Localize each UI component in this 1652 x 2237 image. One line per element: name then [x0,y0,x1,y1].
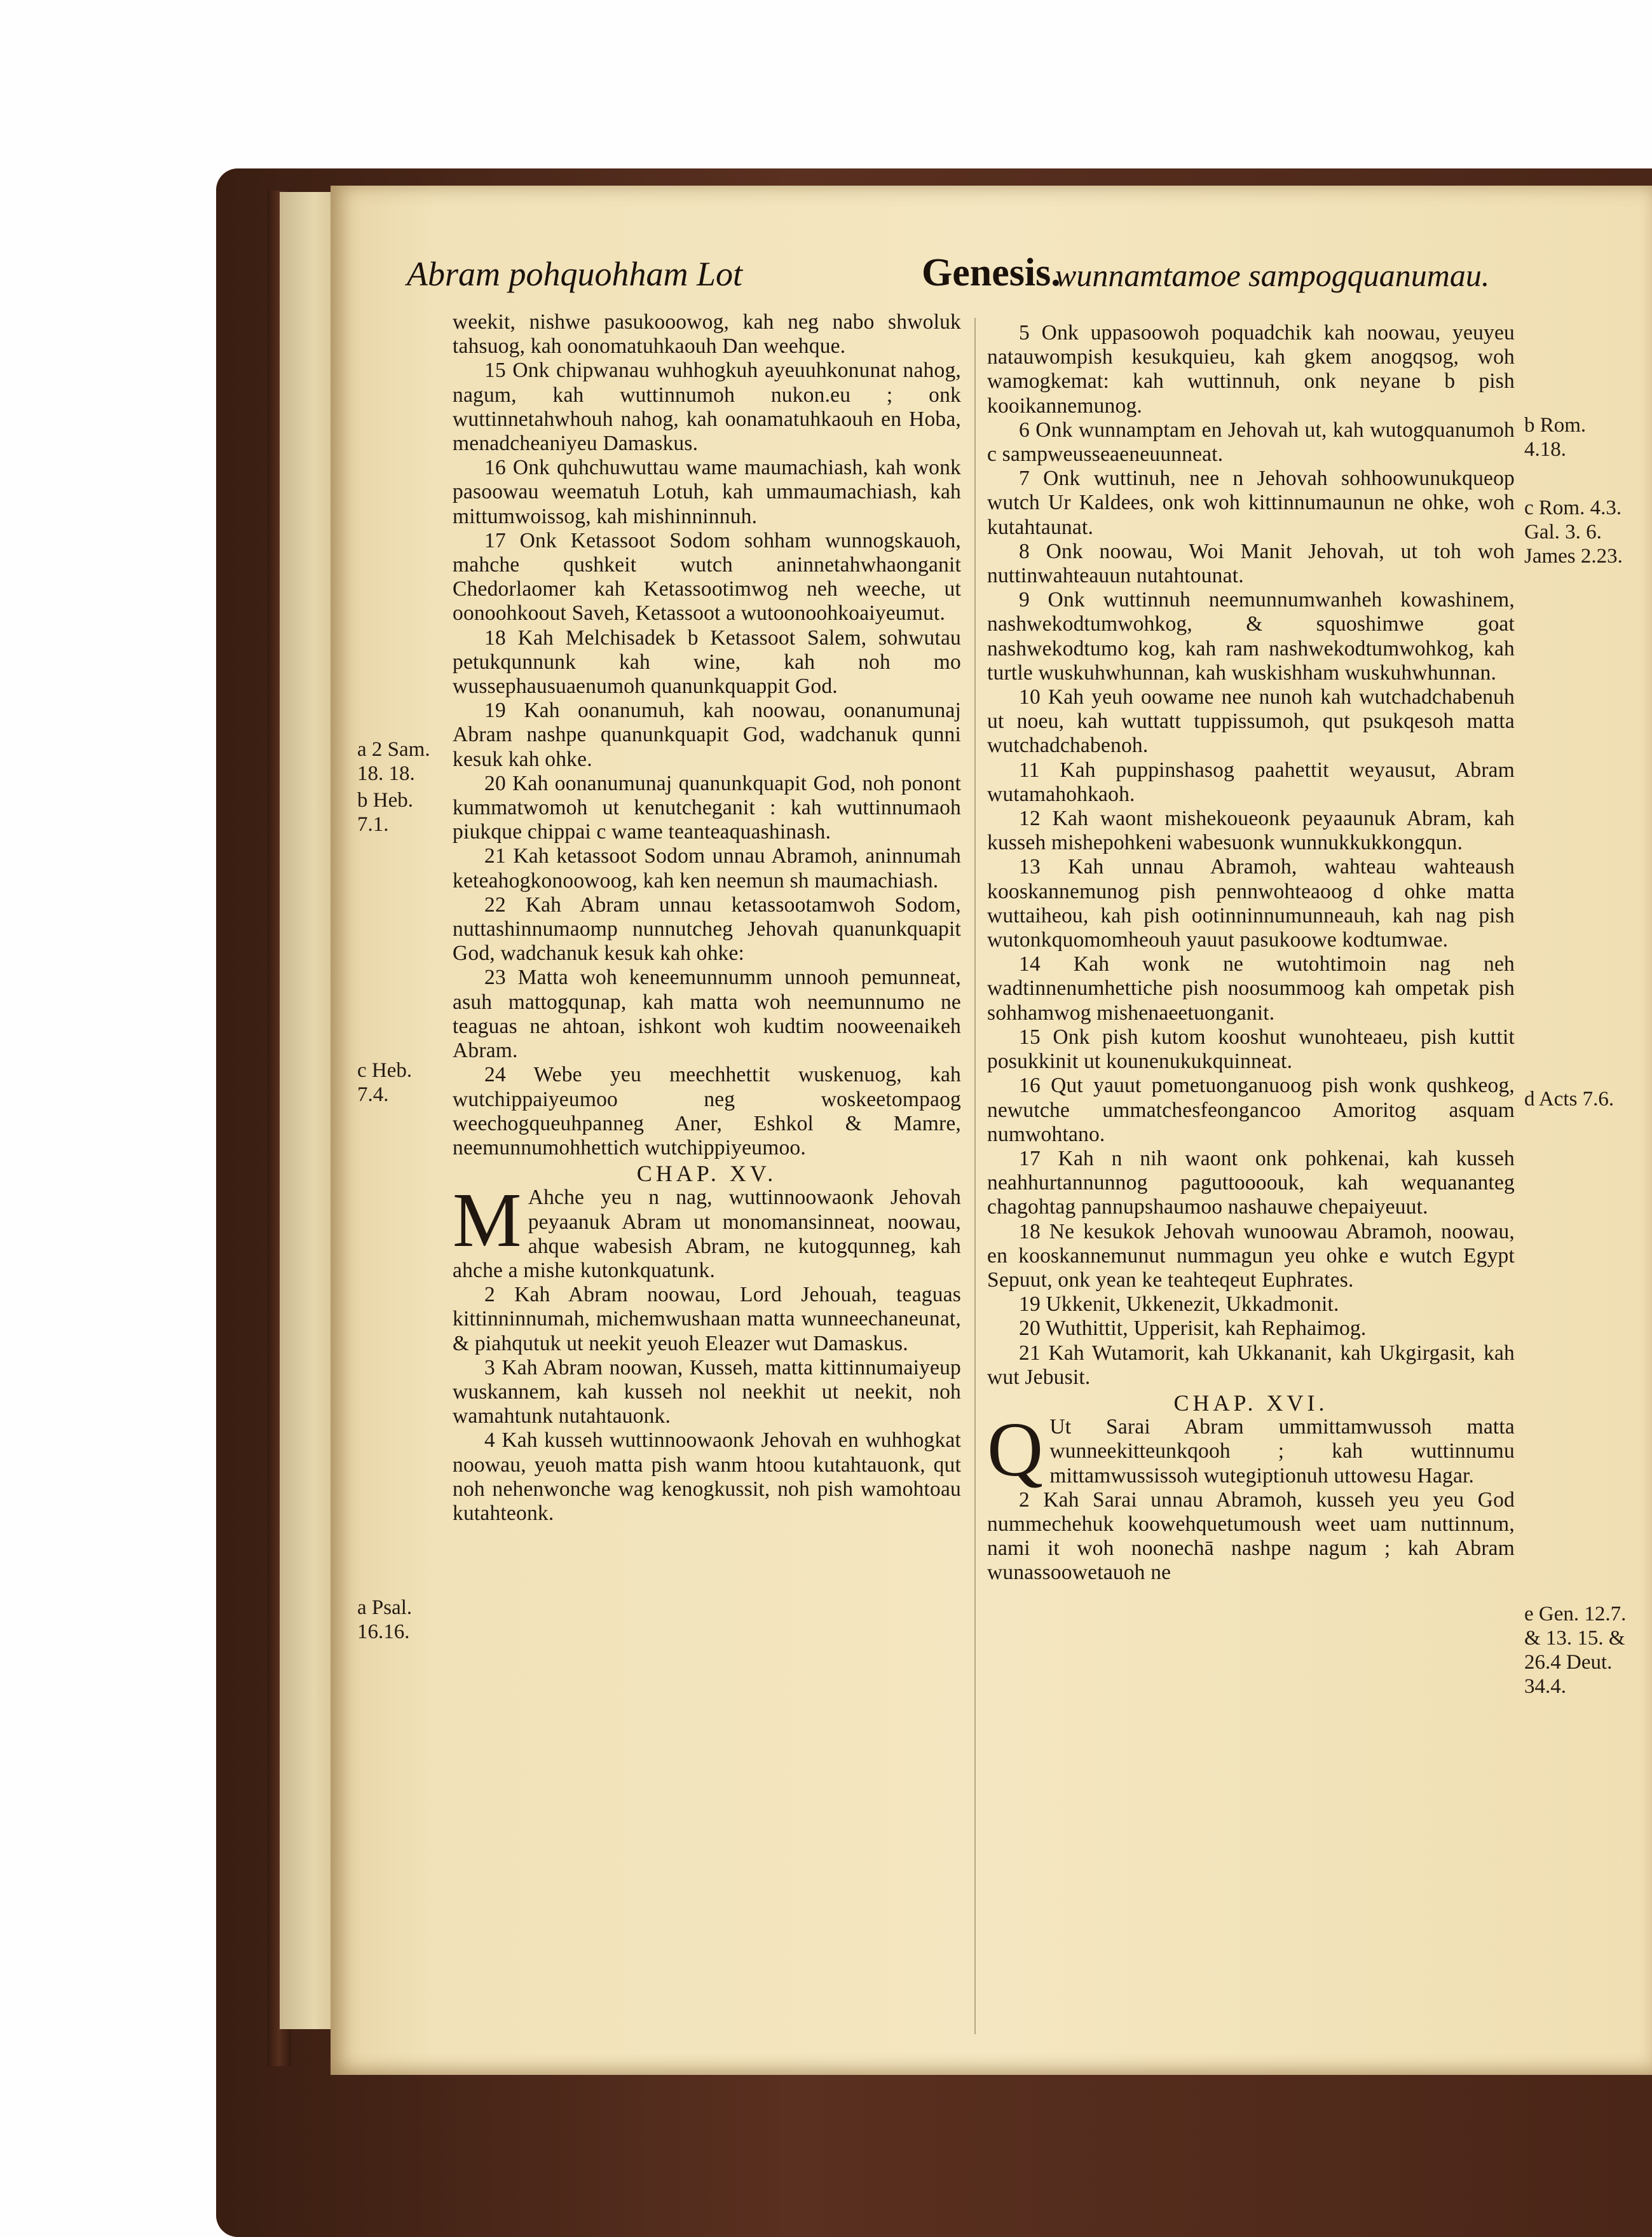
verse-paragraph: 15 Onk pish kutom kooshut wunohteaeu, pish kuttit posukkinit ut kounenukukquinneat. [987,1025,1515,1074]
margin-note: e Gen. 12.7. & 13. 15. & 26.4 Deut. 34.4. [1524,1603,1627,1698]
page-edge [280,192,337,2029]
verse-paragraph: 11 Kah puppinshasog paahettit weyausut, Abram wutamahohkaoh. [987,758,1515,806]
verse-paragraph: 16 Onk quhchuwuttau wame maumachiash, kah wonk pasoowau weematuh Lotuh, kah ummaumachiash, kah mittumwoissog, kah mishinninnuh. [453,456,961,528]
verse-paragraph: weekit, nishwe pasukooowog, kah neg nabo shwoluk tahsuog, kah oonomatuhkaouh Dan weehque. [453,310,961,359]
verse-paragraph: 14 Kah wonk ne wutohtimoin nag neh wadtinnenumhettiche pish noosummoog kah ompetak pish sohhamwog mishenaeetuonganit. [987,952,1515,1025]
margin-note: d Acts 7.6. [1524,1088,1614,1111]
drop-cap: Q [987,1407,1044,1493]
header-book-title: Genesis. [922,251,1061,294]
margin-note: b Heb. 7.1. [357,789,413,836]
chapter-heading: CHAP. XVI. [1173,1390,1328,1416]
verse-paragraph: 3 Kah Abram noowan, Kusseh, matta kittinnumaiyeup wuskannem, kah kusseh nol neekhit ut neekit, noh wamahtunk nutahtauonk. [453,1355,961,1428]
verse-text: Ahche yeu n nag, wuttinnoowaonk Jehovah peyaanuk Abram ut monomansinneat, noowau, ahque wabesish Abram, ne kutogqunneg, kah ahche a mishe kutonkquatunk. [453,1186,961,1282]
verse-paragraph [987,1407,1515,1493]
verse-paragraph: 5 Onk uppasoowoh poquadchik kah noowau, yeuyeu natauwompish kesukquieu, kah gkem anogqsog, woh wamogkemat: kah wuttinnuh, onk neyane b pish kooikannemunog. [987,321,1515,418]
margin-note: c Rom. 4.3. Gal. 3. 6. James 2.23. [1524,496,1623,568]
verse-paragraph: 18 Ne kesukok Jehovah wunoowau Abramoh, noowau, en kooskannemunut nummagun yeu ohke e wutch Egypt Sepuut, onk yean ke teahteqeut Euphrates. [987,1219,1515,1292]
margin-note: a Psal. 16.16. [357,1596,413,1643]
verse-paragraph: 20 Wuthittit, Upperisit, kah Rephaimog. [1019,1317,1367,1341]
verse-paragraph: 2 Kah Sarai unnau Abramoh, kusseh yeu yeu God nummechehuk koowehquetumoush weet uam nuttinnum, nami it woh noonechā nashpe nagum ; kah Abram wunassoowetauoh ne [987,1488,1515,1585]
verse-paragraph: 10 Kah yeuh oowame nee nunoh kah wutchadchabenuh ut noeu, kah wuttatt tuppissumoh, qut psukqesoh matta wutchadchabenoh. [987,685,1515,758]
margin-note: b Rom. 4.18. [1524,414,1587,461]
verse-paragraph: 17 Onk Ketassoot Sodom sohham wunnogskauoh, mahche qushkeit wutch aninnetahwhaonganit Chedorlaomer kah Ketassootimwog neh weeche, ut oonoohkoout Saveh, Ketassoot a wutoonoohkoaiyeumut. [453,528,961,626]
verse-paragraph: 20 Kah oonanumunaj quanunkquapit God, noh ponont kummatwomoh ut kenutcheganit : kah wuttinnumaoh piukque chippai c wame teanteaquashinash. [453,771,961,844]
column-divider [974,318,976,2034]
left-column [453,310,961,1526]
verse-paragraph: 22 Kah Abram unnau ketassootamwoh Sodom, nuttashinnumaomp nunnutcheg Jehovah quanunkquapit God, wadchanuk kesuk kah ohke: [453,893,961,966]
verse-paragraph: 24 Webe yeu meechhettit wuskenuog, kah wutchippaiyeumoo neg woskeetompaog weechogqueuhpanneg Aner, Eshkol & Mamre, neemunnumohhettich wutchippiyeumoo. [453,1063,961,1160]
verse-paragraph: 21 Kah Wutamorit, kah Ukkananit, kah Ukgirgasit, kah wut Jebusit. [987,1341,1515,1389]
chapter-heading: CHAP. XV. [636,1161,777,1187]
header-right: wunnamtamoe sampogquanumau. [1055,257,1490,293]
verse-paragraph: 17 Kah n nih waont onk pohkenai, kah kusseh neahhurtannunnog paguttoooouk, kah wequananteg chagohtag pannupshaumoo nashauwe chepaiyeuut. [987,1146,1515,1219]
verse-paragraph [453,1177,961,1283]
verse-paragraph: 16 Qut yauut pometuonganuoog pish wonk qushkeog, newutche ummatchesfeongancoo Amoritog asquam numwohtano. [987,1074,1515,1146]
drop-cap: M [453,1177,522,1264]
verse-paragraph: 7 Onk wuttinuh, nee n Jehovah sohhoowunukqueop wutch Ur Kaldees, onk woh kittinnumaunun ne ohke, woh kutahtaunat. [987,467,1515,539]
verse-paragraph: 19 Ukkenit, Ukkenezit, Ukkadmonit. [1019,1292,1339,1317]
verse-paragraph: 12 Kah waont mishekoueonk peyaaunuk Abram, kah kusseh mishepohkeni wabesuonk wunnukkukkongqun. [987,807,1515,855]
verse-paragraph: 23 Matta woh keneemunnumm unnooh pemunneat, asuh mattogqunap, kah matta woh neemunnumo ne teaguas ne ahtoan, ishkont woh kudtim nooweenaikeh Abram. [453,966,961,1063]
verse-paragraph: 9 Onk wuttinnuh neemunnumwanheh kowashinem, nashwekodtumwohkog, & squoshimwe goat nashwekodtumo kog, kah ram nashwekodtumwohkog, kah turtle wuskuhwhunnan, kah wuskishham wuskuhwhunnan. [987,588,1515,685]
verse-paragraph: 6 Onk wunnamptam en Jehovah ut, kah wutogquanumoh c sampweusseaeneuunneat. [987,418,1515,467]
header-left: Abram pohquohham Lot [407,255,743,293]
verse-paragraph: 4 Kah kusseh wuttinnoowaonk Jehovah en wuhhogkat noowau, yeuoh matta pish wanm htoou kutahtauonk, qut noh nehenwonche wag kenogkussit, noh pish wamohtoau kutahteonk. [453,1428,961,1525]
verse-paragraph: 13 Kah unnau Abramoh, wahteau wahteaush kooskannemunog pish pennwohteaoog d ohke matta wuttaiheou, kah pish ootinninnumunneauh, kah nag pish wutonkquomomheouh yauut pasukoowe kodtumwae. [987,855,1515,952]
verse-paragraph: 19 Kah oonanumuh, kah noowau, oonanumunaj Abram nashpe quanunkquapit God, wadchanuk qunni kesuk kah ohke. [453,699,961,771]
verse-paragraph: 18 Kah Melchisadek b Ketassoot Salem, sohwutau petukqunnunk kah wine, kah noh mo wussephausuaenumoh quanunkquappit God. [453,626,961,699]
margin-note: c Heb. 7.4. [357,1059,413,1106]
verse-paragraph: 8 Onk noowau, Woi Manit Jehovah, ut toh woh nuttinwahteauun nutahtounat. [987,539,1515,588]
verse-text: Ut Sarai Abram ummittamwussoh matta wunneekitteunkqooh ; kah wuttinnumu mittamwussissoh wutegiptionuh uttowesu Hagar. [1049,1415,1515,1488]
margin-note: a 2 Sam. 18. 18. [357,738,430,785]
right-column [987,321,1515,1585]
verse-paragraph: 21 Kah ketassoot Sodom unnau Abramoh, aninnumah keteahogkonoowoog, kah ken neemun sh maumachiash. [453,844,961,893]
verse-paragraph: 15 Onk chipwanau wuhhogkuh ayeuuhkonunat nahog, nagum, kah wuttinnumoh nukon.eu ; onk wuttinnetahwhouh nahog, kah oonamatuhkaouh en Hoba, menadcheaniyeu Damaskus. [453,359,961,456]
running-header [407,251,1614,311]
verse-paragraph: 2 Kah Abram noowau, Lord Jehouah, teaguas kittinninnumah, michemwushaan matta wunneechaneunat, & piahqutuk ut neekit yeuoh Eleazer wut Damaskus. [453,1283,961,1355]
